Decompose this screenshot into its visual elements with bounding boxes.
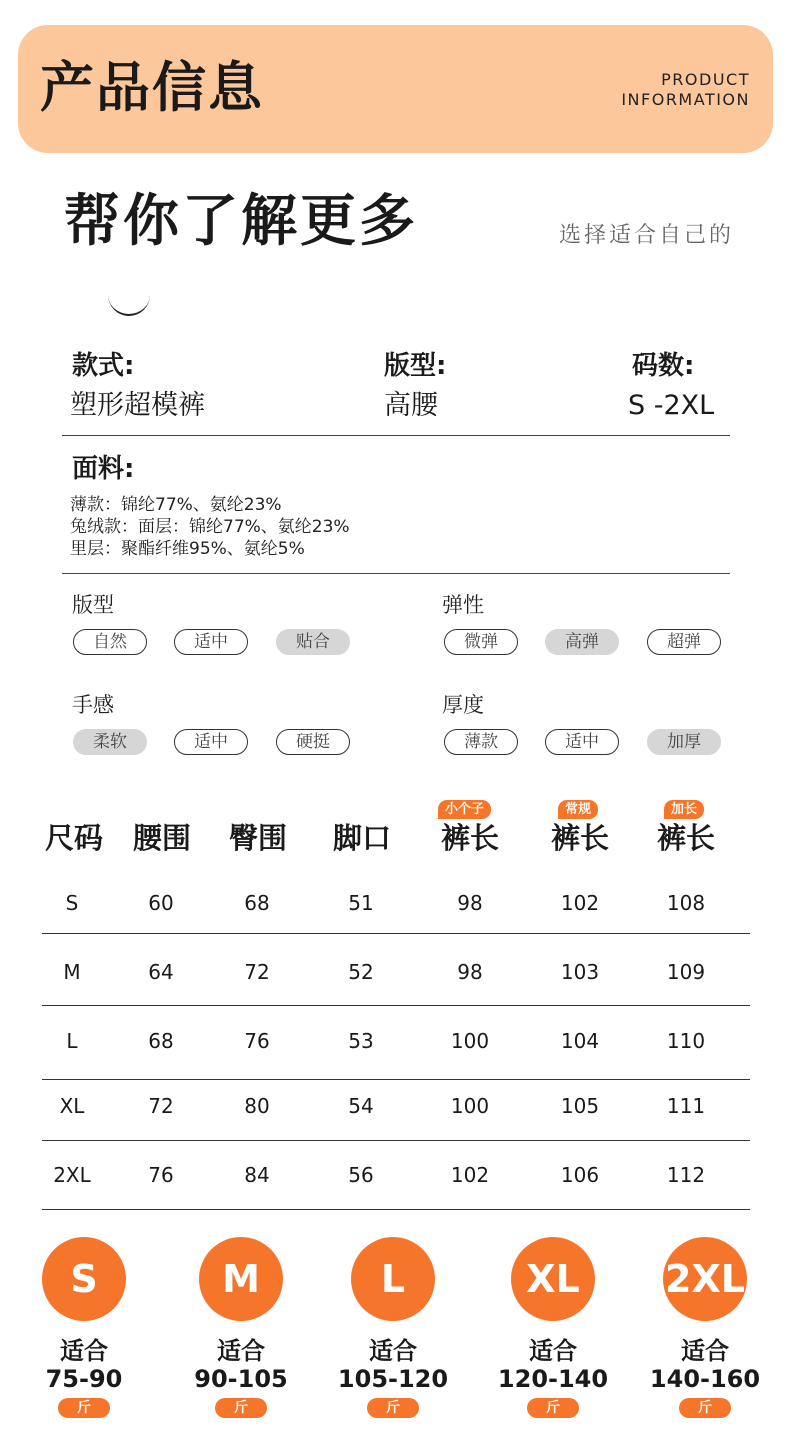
table-header: 裤长 (656, 821, 715, 855)
attr-elastic-option: 微弹 (444, 629, 518, 655)
table-cell: 72 (244, 960, 270, 984)
table-cell: 64 (148, 960, 174, 984)
length-tag-long: 加长 (664, 800, 704, 819)
attr-elastic-option: 超弹 (647, 629, 721, 655)
attr-thickness-option: 薄款 (444, 729, 518, 755)
smile-decoration-icon (108, 292, 150, 316)
attr-feel-option: 适中 (174, 729, 248, 755)
weight-unit-badge: 斤 (679, 1398, 731, 1418)
table-cell: 105 (560, 1094, 600, 1118)
table-cell: 102 (560, 891, 600, 915)
attr-fit-option: 自然 (73, 629, 147, 655)
weight-range: 105-120 (337, 1365, 449, 1393)
weight-range: 120-140 (497, 1365, 609, 1393)
table-cell: 98 (457, 960, 483, 984)
fit-value: 高腰 (384, 390, 438, 421)
fit-label: 适合 (217, 1337, 265, 1365)
weight-unit-badge: 斤 (367, 1398, 419, 1418)
table-cell: 104 (560, 1029, 600, 1053)
attr-thickness-option: 适中 (545, 729, 619, 755)
weight-unit-badge: 斤 (58, 1398, 110, 1418)
table-cell: 56 (348, 1163, 374, 1187)
weight-range: 140-160 (649, 1365, 761, 1393)
length-tag-regular: 常规 (558, 800, 598, 819)
table-cell: 106 (560, 1163, 600, 1187)
page-title-en-line1: PRODUCT (661, 70, 750, 89)
attr-elastic-option-selected: 高弹 (545, 629, 619, 655)
attr-elastic-title: 弹性 (442, 593, 484, 617)
table-row-divider (42, 1140, 750, 1141)
fit-label: 适合 (60, 1337, 108, 1365)
table-header: 裤长 (440, 821, 499, 855)
table-header: 裤长 (550, 821, 609, 855)
table-cell: 98 (457, 891, 483, 915)
page-title-en-line2: INFORMATION (621, 90, 750, 109)
style-value: 塑形超模裤 (70, 390, 205, 421)
divider (62, 435, 730, 436)
table-row-divider (42, 1209, 750, 1210)
table-cell: 109 (666, 960, 706, 984)
table-cell-size: XL (59, 1094, 85, 1118)
fit-label: 适合 (529, 1337, 577, 1365)
table-cell: 84 (244, 1163, 270, 1187)
size-circle: S (42, 1237, 126, 1321)
table-cell: 52 (348, 960, 374, 984)
table-header: 尺码 (44, 821, 103, 855)
table-cell: 72 (148, 1094, 174, 1118)
attr-feel-title: 手感 (72, 693, 114, 717)
table-cell: 68 (148, 1029, 174, 1053)
table-header: 臀围 (228, 821, 287, 855)
table-cell-size: 2XL (53, 1163, 91, 1187)
fabric-line: 兔绒款：面层：锦纶77%、氨纶23% (70, 517, 350, 537)
table-cell-size: M (63, 960, 81, 984)
table-cell-size: L (66, 1029, 78, 1053)
fit-label: 版型: (384, 351, 447, 381)
table-row-divider (42, 1079, 750, 1080)
length-tag-petite: 小个子 (438, 800, 491, 819)
size-circle: L (351, 1237, 435, 1321)
fit-label: 适合 (681, 1337, 729, 1365)
attr-fit-option: 适中 (174, 629, 248, 655)
table-cell: 51 (348, 891, 374, 915)
page-title: 产品信息 (40, 56, 264, 119)
table-cell: 76 (244, 1029, 270, 1053)
table-cell: 68 (244, 891, 270, 915)
size-circle: XL (511, 1237, 595, 1321)
table-row-divider (42, 933, 750, 934)
table-header: 脚口 (332, 821, 391, 855)
table-header: 腰围 (132, 821, 191, 855)
table-row-divider (42, 1005, 750, 1006)
fabric-label: 面料: (72, 454, 135, 484)
table-cell: 110 (666, 1029, 706, 1053)
table-cell: 111 (666, 1094, 706, 1118)
size-label: 码数: (632, 351, 695, 381)
weight-range: 75-90 (45, 1365, 123, 1393)
size-value: S -2XL (628, 390, 715, 421)
attr-feel-option: 硬挺 (276, 729, 350, 755)
divider (62, 573, 730, 574)
table-cell: 54 (348, 1094, 374, 1118)
table-cell: 100 (450, 1029, 490, 1053)
section-hint: 选择适合自己的 (558, 223, 734, 248)
section-title: 帮你了解更多 (64, 189, 418, 254)
size-circle: 2XL (663, 1237, 747, 1321)
fabric-line: 薄款：锦纶77%、氨纶23% (70, 495, 282, 515)
size-circle: M (199, 1237, 283, 1321)
attr-feel-option-selected: 柔软 (73, 729, 147, 755)
weight-range: 90-105 (194, 1365, 288, 1393)
attr-fit-option-selected: 贴合 (276, 629, 350, 655)
attr-thickness-option-selected: 加厚 (647, 729, 721, 755)
attr-thickness-title: 厚度 (442, 693, 484, 717)
table-cell: 80 (244, 1094, 270, 1118)
table-cell: 112 (666, 1163, 706, 1187)
weight-unit-badge: 斤 (527, 1398, 579, 1418)
table-cell: 60 (148, 891, 174, 915)
table-cell: 102 (450, 1163, 490, 1187)
table-cell: 100 (450, 1094, 490, 1118)
table-cell: 76 (148, 1163, 174, 1187)
table-cell: 108 (666, 891, 706, 915)
style-label: 款式: (72, 351, 135, 381)
table-cell: 103 (560, 960, 600, 984)
fit-label: 适合 (369, 1337, 417, 1365)
table-cell-size: S (65, 891, 79, 915)
weight-unit-badge: 斤 (215, 1398, 267, 1418)
attr-fit-title: 版型 (72, 593, 114, 617)
fabric-line: 里层：聚酯纤维95%、氨纶5% (70, 539, 305, 559)
page-title-en (621, 70, 750, 110)
table-cell: 53 (348, 1029, 374, 1053)
